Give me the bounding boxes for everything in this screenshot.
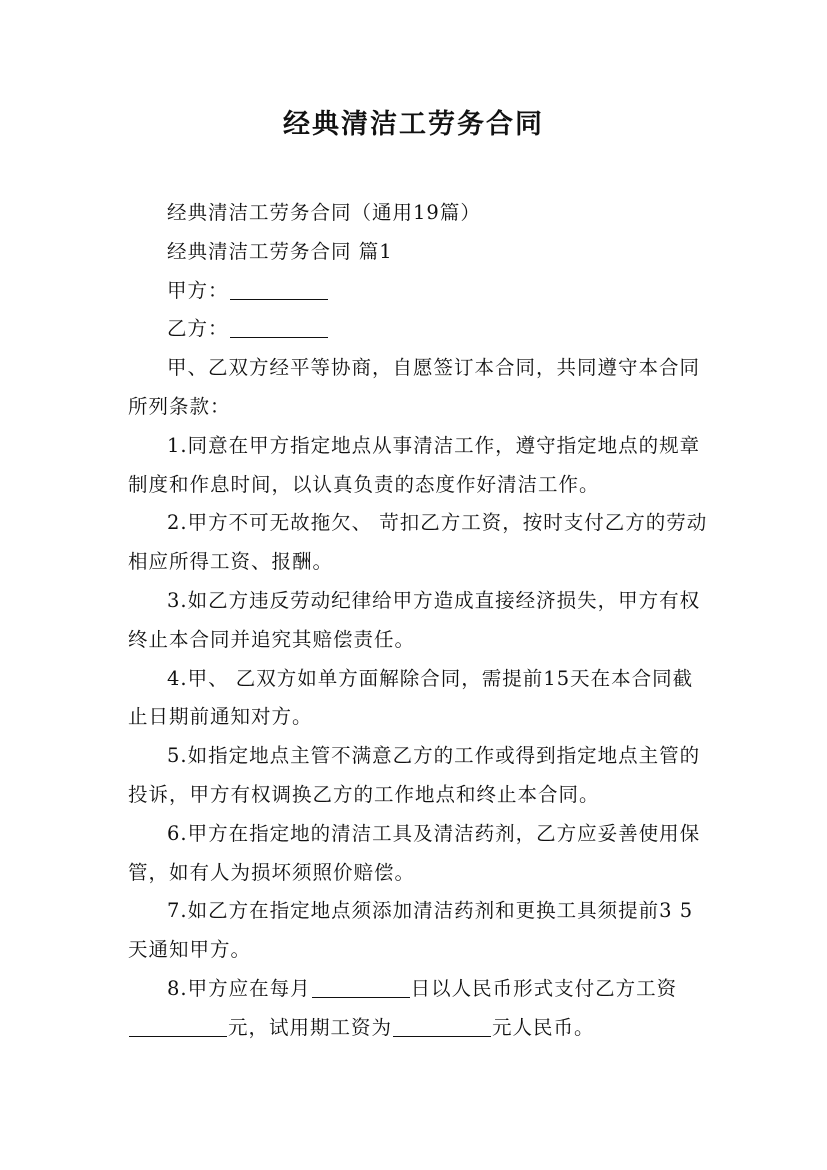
document-title: 经典清洁工劳务合同 [283,109,544,140]
party-a-blank [230,277,328,300]
clause-7: 7.如乙方在指定地点须添加清洁药剂和更换工具须提前3 5天通知甲方。 [128,899,694,962]
clause-8-part-2: 日以人民币形式支付乙方工资 [410,976,678,1000]
clause-3: 3.如乙方违反劳动纪律给甲方造成直接经济损失，甲方有权终止本合同并追究其赔偿责任。 [128,588,701,651]
party-b-blank [230,315,328,338]
clause-8 [128,970,708,1048]
section-heading: 经典清洁工劳务合同 篇1 [167,239,393,263]
party-b-line [128,310,708,349]
clause-8-part-3: 元，试用期工资为 [228,1015,393,1039]
subtitle: 经典清洁工劳务合同（通用19篇） [167,201,481,224]
document-body [128,194,708,1048]
pay-day-blank [312,975,410,998]
clause-8-part-1: 8.甲方应在每月 [167,976,311,1000]
intro-paragraph: 甲、乙双方经平等协商，自愿签订本合同，共同遵守本合同所列条款： [128,356,701,418]
party-a-line [128,272,708,311]
clause-4: 4.甲、 乙双方如单方面解除合同，需提前15天在本合同截止日期前通知对方。 [128,666,694,729]
party-b-label: 乙方： [167,317,229,341]
clause-2: 2.甲方不可无故拖欠、 苛扣乙方工资，按时支付乙方的劳动相应所得工资、报酬。 [128,511,708,574]
clause-5: 5.如指定地点主管不满意乙方的工作或得到指定地点主管的投诉，甲方有权调换乙方的工作地点和终止本合同。 [128,744,701,806]
clause-8-part-4: 元人民币。 [492,1015,595,1039]
party-a-label: 甲方： [167,278,229,302]
clause-1: 1.同意在甲方指定地点从事清洁工作，遵守指定地点的规章制度和作息时间，以认真负责的态度作好清洁工作。 [128,433,701,496]
salary-blank [129,1014,227,1037]
clause-6: 6.甲方在指定地的清洁工具及清洁药剂，乙方应妥善使用保管，如有人为损坏须照价赔偿。 [128,821,701,884]
trial-salary-blank [393,1014,491,1037]
